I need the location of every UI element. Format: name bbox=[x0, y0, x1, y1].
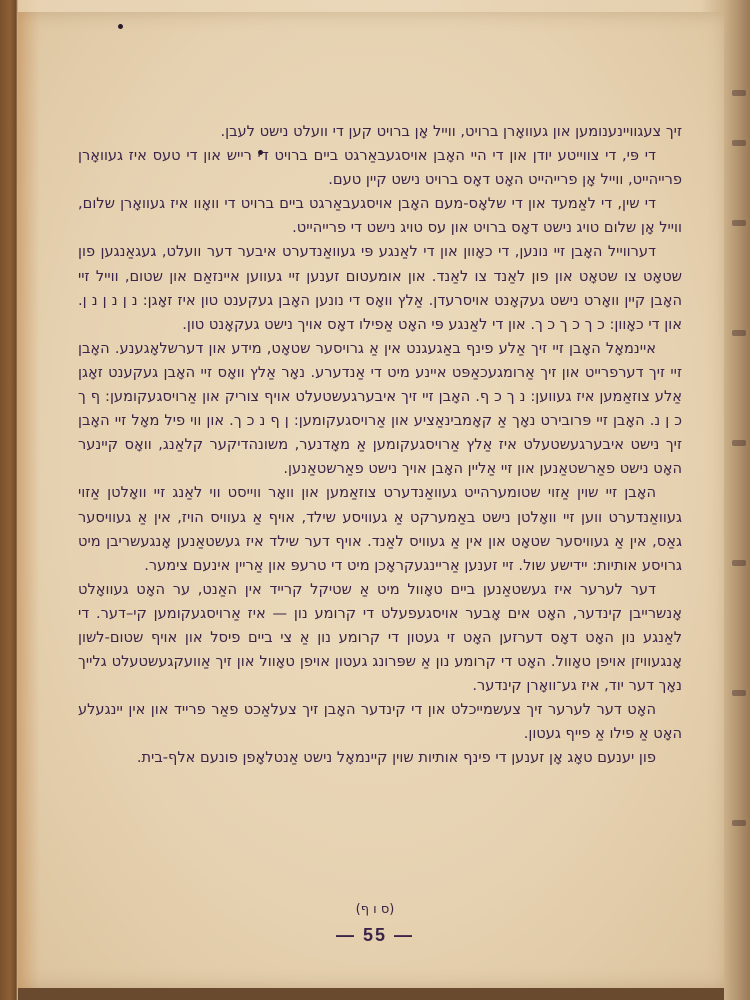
paragraph-1: זיך צעגוויינענומען און געוואָרן ברויט, ווייל אָן ברויט קען די וועלט נישט לעבן. bbox=[220, 123, 682, 140]
paragraph-9: פון יענעם טאָג אָן זענען די פינף אותיות שוין קיינמאָל נישט אַנטלאָפן פונעם אלף-בית. bbox=[136, 749, 656, 767]
edge-mark bbox=[732, 440, 746, 446]
paragraph-4: דערווייל האָבן זיי נונען, די כאָוון און די לאַנגע פּי געוואַנדערט איבער דער וועלט, געגאַנגען פון שטאָט צו שטאָט און פון לאַנד צו לאַנד. און אומעטום זענען זיי געווען איינזאַם און שטום, ווייל זיי האָבן קיין וואָרט נישט געקאָנט אויסרעדן. אַלץ וואָס די נונען האָבן געקענט טון איז זאָגן: נ ן נ ן נ ן. און די כאָוון: כ ך כ ך כ ך. און די לאַנגע פּי האָט אַפילו דאָס אויך נישט געקאָנט טון. bbox=[78, 243, 682, 333]
page-bottom-edge bbox=[18, 988, 726, 1000]
edge-mark bbox=[732, 560, 746, 566]
edge-mark bbox=[732, 330, 746, 336]
page-number: — 55 — bbox=[335, 925, 415, 945]
next-page-edge bbox=[724, 0, 750, 1000]
paragraph-5: איינמאָל האָבן זיי זיך אַלע פינף באַגעגנט אין אַ גרויסער שטאָט, מידע און דערשלאָגענע. האָבן זיי זיך דערפרייט און זיך אַרומגעכאַפּט איינע מיט די אַנדערע. נאָר אַלץ וואָס זיי האָבן געקענט זאָגן אַלע צוזאַמען איז געווען: נ ך כ ף. האָבן זיי זיך איבערגעשטעלט אויף צוריק און אַרויסגעקומען: ף ך כ ן נ. האָבן זיי פּרובירט נאָך אַ קאָמבינאַציע און אַרויסגעקומען: ן ף נ כ ך. און ווי פיל מאָל זיי האָבן זיך נישט איבערגעשטעלט איז אַלץ אַרויסגעקומען אַ מאָדנער, משונהדיקער קלאַנג, וואָס קיינער האָט נישט פאַרשטאַנען און זיי אַליין האָבן אויך נישט פאַרשטאַנען. bbox=[78, 339, 682, 478]
paragraph-3: די שין, די לאַמעד און די שלאָס-מעם האָבן אויסגעבאַרגט ביים ברויט די וואָוו איז געוואָרן שלום, ווייל אָן שלום טויג נישט דאָס ברויט און עס טויג נישט די פרייהייט. bbox=[78, 195, 682, 237]
body-text bbox=[78, 120, 682, 771]
end-marker: (ס ו ף) bbox=[355, 902, 395, 917]
paragraph-6: האָבן זיי שוין אַזוי שטומערהייט געוואַנדערט צוזאַמען און וואָר ווייסט ווי לאַנג זיי וואָלטן אַזוי געוואַנדערט ווען זיי וואָלטן נישט באַמערקט אַ געוויסע שילד, אויף אַ געוויס הויז, אין אַ געוויסער גאַס, אין אַ געוויסער שטאָט און אין אַ געוויס לאַנד. אויף דער שילד איז געשטאַנען אָנגעשריבן מיט גרויסע אותיות: יידישע שול. זיי זענען אַריינגעקראָכן מיט די טרעפּ און אַריין אינעם צימער. bbox=[78, 484, 682, 574]
edge-mark bbox=[732, 220, 746, 226]
paragraph-2: די פּי, די צווייטע יודן און די היי האָבן אויסגעבאַרגט ביים ברויט די רייש און די טעס איז געוואָרן פרייהייט, ווייל אָן פרייהייט האָט דאָס ברויט נישט קיין טעם. bbox=[78, 147, 682, 189]
paragraph-8: האָט דער לערער זיך צעשמייכלט און די קינדער האָבן זיך צעלאַכט פאַר פרייד און אין יינגעלע האָט אַ פילו אַ פייף געטון. bbox=[78, 701, 682, 743]
spine-shadow bbox=[18, 12, 40, 988]
ink-speck bbox=[118, 24, 123, 29]
paragraph-7: דער לערער איז געשטאַנען ביים טאָוול מיט אַ שטיקל קרייד אין האַנט, ער האָט געוואָלט אָנשרייבן קינדער, האָט אים אָבער אויסגעפעלט די קרומע נון — איז אַרויסגעקומען קי–דער. די לאַנגע נון האָט דאָס דערזען האָט זי געטון די קרומע נון אַ צי ביים פיסל און אויף שטום-לשון אָנגעוויזן אויפן טאָוול. האָט די קרומע נון אַ שפּרונג געטון אויפן טאָוול און זיך אַוועקגעשטעלט גלייך נאָך דער יוד, איז גע־וואָרן קינדער. bbox=[78, 580, 682, 695]
edge-mark bbox=[732, 90, 746, 96]
edge-mark bbox=[732, 140, 746, 146]
edge-mark bbox=[732, 820, 746, 826]
edge-mark bbox=[732, 690, 746, 696]
